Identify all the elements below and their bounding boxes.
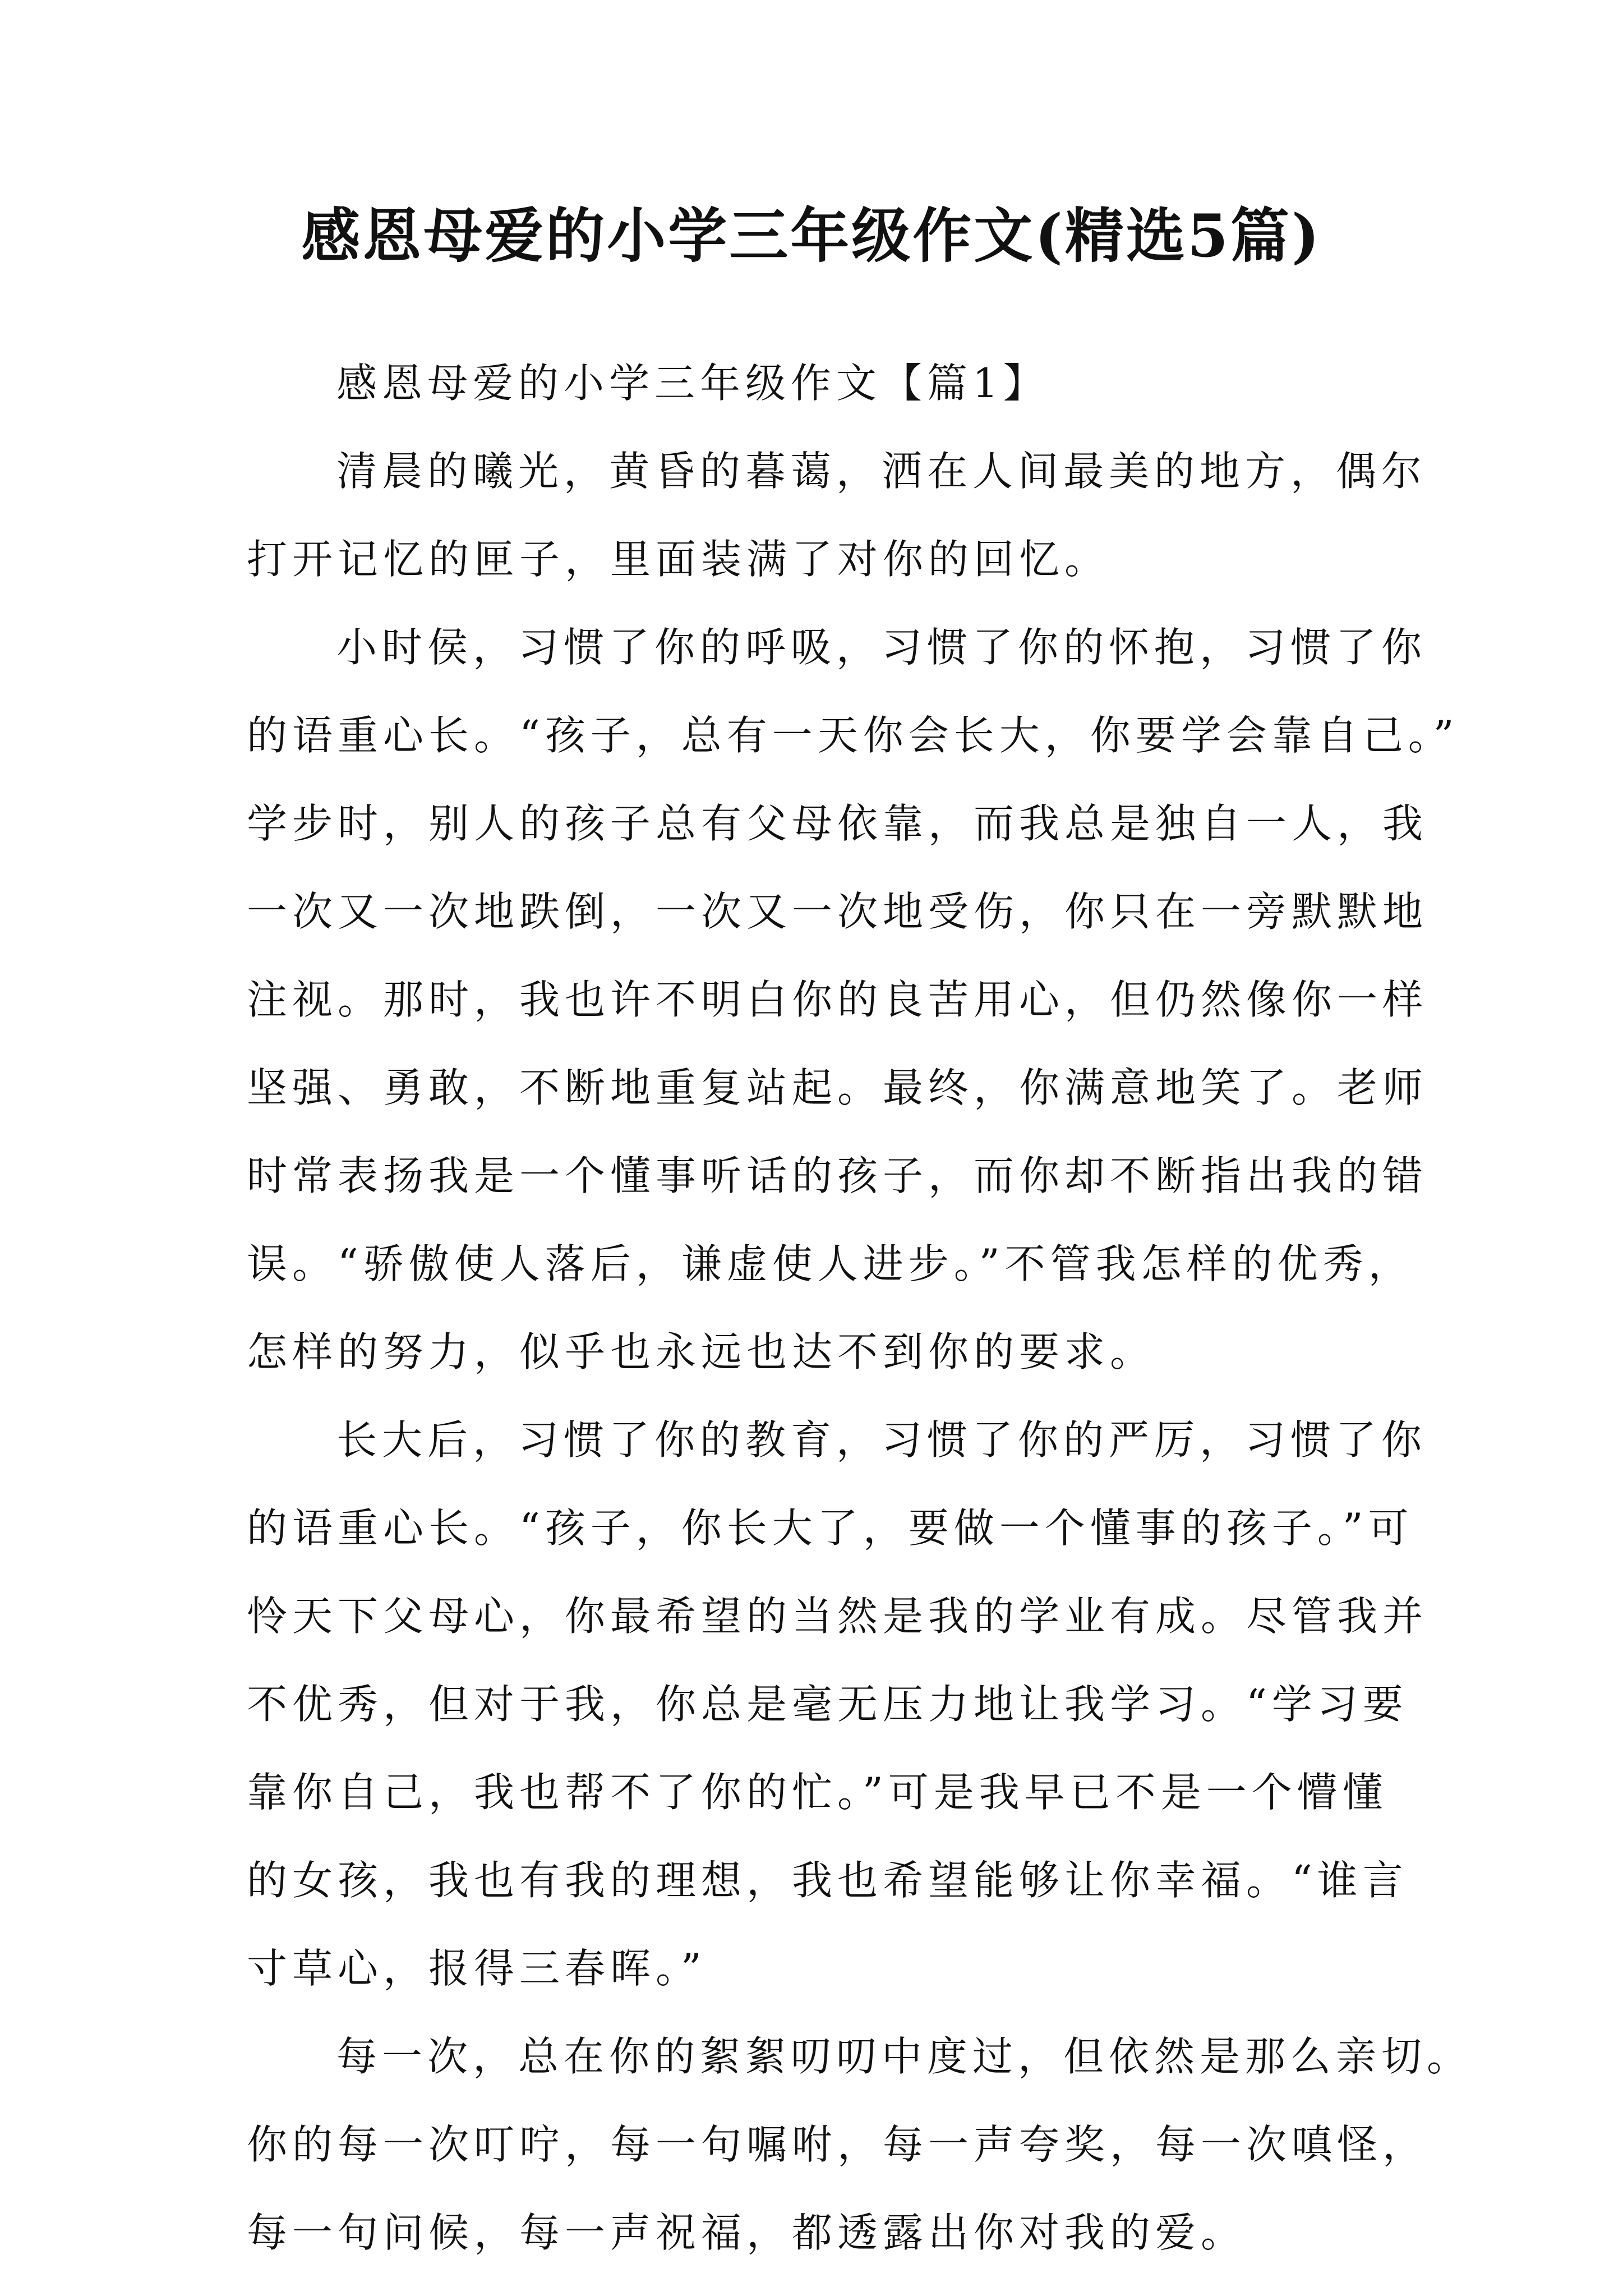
paragraph-line: 打开记忆的匣子，里面装满了对你的回忆。 (247, 536, 1110, 583)
document-title: 感恩母爱的小学三年级作文(精选5篇) (301, 201, 1322, 270)
paragraph-line: 小时侯，习惯了你的呼吸，习惯了你的怀抱，习惯了你 (336, 624, 1427, 671)
paragraph-line: 坚强、勇敢，不断地重复站起。最终，你满意地笑了。老师 (247, 1064, 1428, 1111)
paragraph-line: 每一句问候，每一声祝福，都透露出你对我的爱。 (247, 2209, 1247, 2256)
paragraph-line: 每一次，总在你的絮絮叨叨中度过，但依然是那么亲切。 (336, 2033, 1473, 2080)
paragraph-line: 靠你自己，我也帮不了你的忙。”可是我早已不是一个懵懂 (247, 1769, 1388, 1816)
document-body (247, 339, 1473, 2277)
paragraph-line: 误。“骄傲使人落后，谦虚使人进步。”不管我怎样的优秀， (247, 1240, 1414, 1287)
paragraph (247, 2013, 1473, 2277)
essay-heading-text: 感恩母爱的小学三年级作文【篇1】 (336, 360, 1049, 407)
paragraph-line: 不优秀，但对于我，你总是毫无压力地让我学习。“学习要 (247, 1681, 1408, 1728)
paragraph-line: 你的每一次叮咛，每一句嘱咐，每一声夸奖，每一次嗔怪， (247, 2121, 1428, 2168)
paragraph-line: 学步时，别人的孩子总有父母依靠，而我总是独自一人，我 (247, 800, 1428, 847)
paragraph-line: 寸草心，报得三春晖。” (247, 1945, 707, 1992)
paragraph-line: 怜天下父母心，你最希望的当然是我的学业有成。尽管我并 (247, 1593, 1428, 1640)
paragraph-line: 一次又一次地跌倒，一次又一次地受伤，你只在一旁默默地 (247, 888, 1428, 935)
paragraph-line: 时常表扬我是一个懂事听话的孩子，而你却不断指出我的错 (247, 1152, 1428, 1199)
essay-heading (247, 339, 1380, 427)
paragraph-line: 清晨的曦光，黄昏的暮蔼，洒在人间最美的地方，偶尔 (336, 448, 1427, 495)
paragraph (247, 604, 1459, 1396)
paragraph (247, 427, 1427, 604)
paragraph-line: 注视。那时，我也许不明白你的良苦用心，但仍然像你一样 (247, 976, 1428, 1023)
paragraph-line: 的语重心长。“孩子，总有一天你会长大，你要学会靠自己。” (247, 712, 1459, 759)
paragraph-line: 长大后，习惯了你的教育，习惯了你的严厉，习惯了你 (336, 1416, 1427, 1464)
paragraph-line: 怎样的努力，似乎也永远也达不到你的要求。 (247, 1328, 1156, 1375)
paragraph-line: 的语重心长。“孩子，你长大了，要做一个懂事的孩子。”可 (247, 1504, 1414, 1552)
paragraph-line: 的女孩，我也有我的理想，我也希望能够让你幸福。“谁言 (247, 1857, 1408, 1904)
paragraph (247, 1396, 1428, 2013)
